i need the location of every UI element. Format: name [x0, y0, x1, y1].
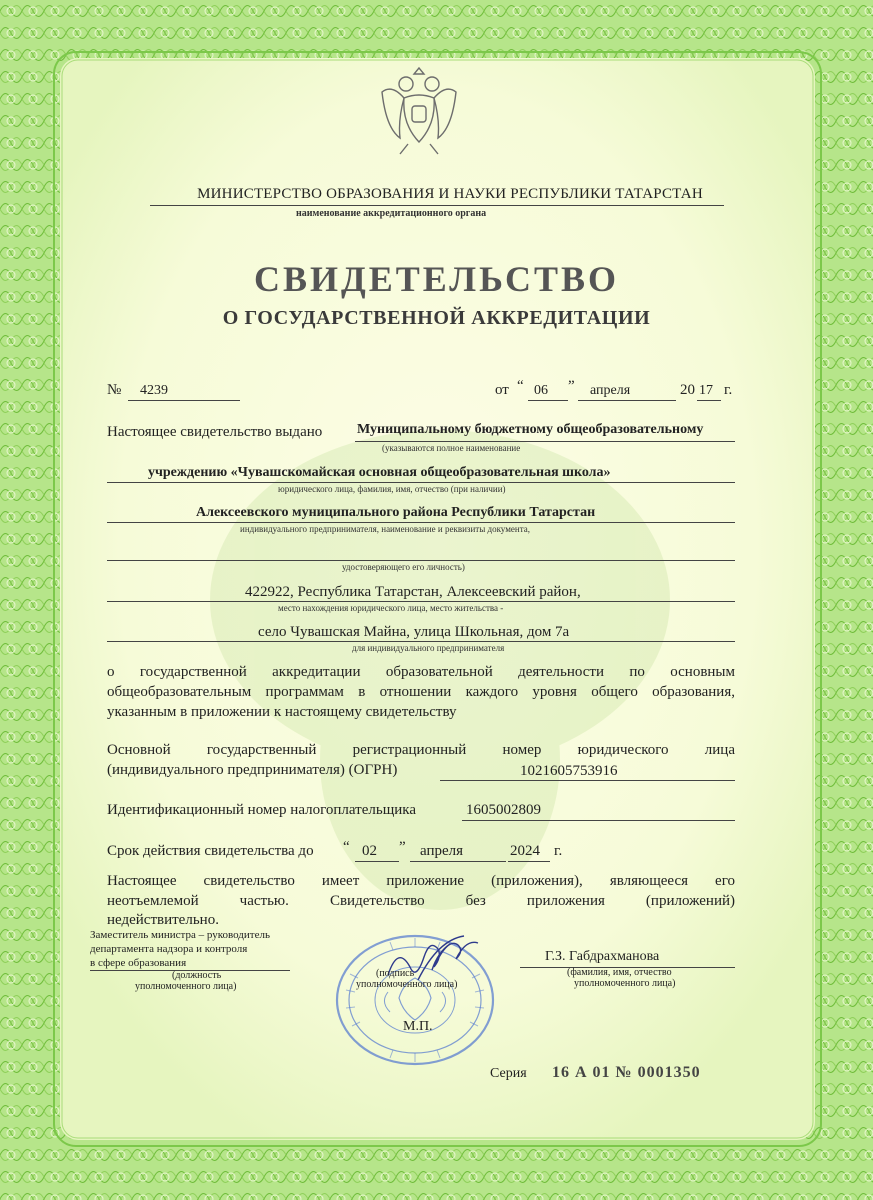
number-value: 4239	[140, 383, 168, 398]
body-line-3: указанным в приложении к настоящему свидетельству	[107, 704, 457, 720]
signatory-position-3: в сфере образования	[90, 957, 187, 969]
validity-month: апреля	[420, 843, 464, 859]
date-year: 17	[699, 383, 713, 398]
ogrn-value: 1021605753916	[520, 763, 618, 779]
issued-line-3: Алексеевского муниципального района Республики Татарстан	[196, 505, 596, 520]
validity-year: 2024	[510, 843, 540, 859]
address-line-1: 422922, Республика Татарстан, Алексеевский район,	[245, 584, 581, 600]
issued-line-1: Муниципальному бюджетному общеобразовательному	[357, 422, 704, 437]
validity-label: Срок действия свидетельства до	[107, 843, 314, 859]
coat-of-arms-icon	[376, 62, 462, 158]
issued-line-2: учреждению «Чувашскомайская основная общеобразовательная школа»	[148, 465, 611, 480]
date-day: 06	[534, 383, 548, 398]
date-month: апреля	[590, 383, 631, 398]
signatory-position-1: Заместитель министра – руководитель	[90, 929, 270, 941]
date-prefix: от	[495, 382, 509, 398]
certificate-page: МИНИСТЕРСТВО ОБРАЗОВАНИЯ И НАУКИ РЕСПУБЛИКИ ТАТАРСТАН наименование аккредитационного органа СВИДЕТЕЛЬСТВО О ГОСУДАРСТВЕННОЙ АККРЕДИТАЦИИ № 4239 от “ 06 ” апреля 20 17 г. Настоящее свидетельство выдано Муниципальному бюджетному общеобразовательному (указываются полное наименование учреждению «Чувашскомайская основная общеобразовательная школа» юридического лица, фамилия, имя, отчество (при наличии) Алексеевского муниципального района Республики Татарстан индивидуального предпринимателя, наименование и реквизиты документа, удостоверяющего его личность) 422922, Республика Татарстан, Алексеевский район, место нахождения юридического лица, место жительства - село Чувашская Майна, улица Школьная, дом 7а для индивидуального предпринимателя о государственной аккредитации образовательной деятельности по основным общеобразовательным программам в отношении каждого уровня общего образования, указанным в приложении к настоящему свидетельству Основной государственный регистрационный номер юридического лица (индивидуального предпринимателя) (ОГРН) 1021605753916 Идентификационный номер налогоплательщика 1605002809 Срок действия свидетельства до “ 02 ” апреля 2024 г. Настоящее свидетельство имеет приложение (приложения), являющееся его неотъемлемой частью. Свидетельство без приложения (приложений) недействительно. Заместитель министра – руководитель департамента надзора и контроля в сфере образования (должность уполномоченного лица) (подпись уполномоченного лица) Г.З. Габдрахманова (фамилия, имя, отчество уполномоченного лица) М.П. Серия 16 А 01 № 0001350	[0, 0, 873, 1200]
validity-day: 02	[362, 843, 377, 859]
body-line-1: о государственной аккредитации образовательной деятельности по основным	[107, 664, 735, 680]
inn-label: Идентификационный номер налогоплательщика	[107, 802, 417, 818]
signatory-position-2: департамента надзора и контроля	[90, 943, 248, 955]
annex-line-2: неотъемлемой частью. Свидетельство без приложения (приложений)	[107, 893, 735, 909]
address-line-2: село Чувашская Майна, улица Школьная, дом 7а	[258, 624, 570, 640]
inn-value: 1605002809	[466, 802, 541, 818]
document-subtitle: О ГОСУДАРСТВЕННОЙ АККРЕДИТАЦИИ	[222, 307, 651, 329]
issued-label: Настоящее свидетельство выдано	[107, 424, 323, 440]
body-line-2: общеобразовательным программам в отношении каждого уровня общего образования,	[107, 684, 735, 700]
series-label: Серия	[490, 1066, 527, 1081]
annex-line-3: недействительно.	[107, 912, 219, 928]
ogrn-label-2: (индивидуального предпринимателя) (ОГРН)	[107, 762, 398, 778]
signatory-name: Г.З. Габдрахманова	[545, 949, 660, 964]
stamp-place: М.П.	[403, 1019, 433, 1034]
document-title: СВИДЕТЕЛЬСТВО	[253, 259, 620, 299]
annex-line-1: Настоящее свидетельство имеет приложение (приложения), являющееся его	[107, 873, 735, 889]
ministry-name: МИНИСТЕРСТВО ОБРАЗОВАНИЯ И НАУКИ РЕСПУБЛИКИ ТАТАРСТАН	[197, 186, 703, 202]
ogrn-label-1: Основной государственный регистрационный номер юридического лица	[107, 742, 735, 758]
number-label: №	[107, 382, 122, 398]
ministry-caption: наименование аккредитационного органа	[296, 208, 487, 219]
series-value: 16 А 01 № 0001350	[552, 1064, 701, 1081]
